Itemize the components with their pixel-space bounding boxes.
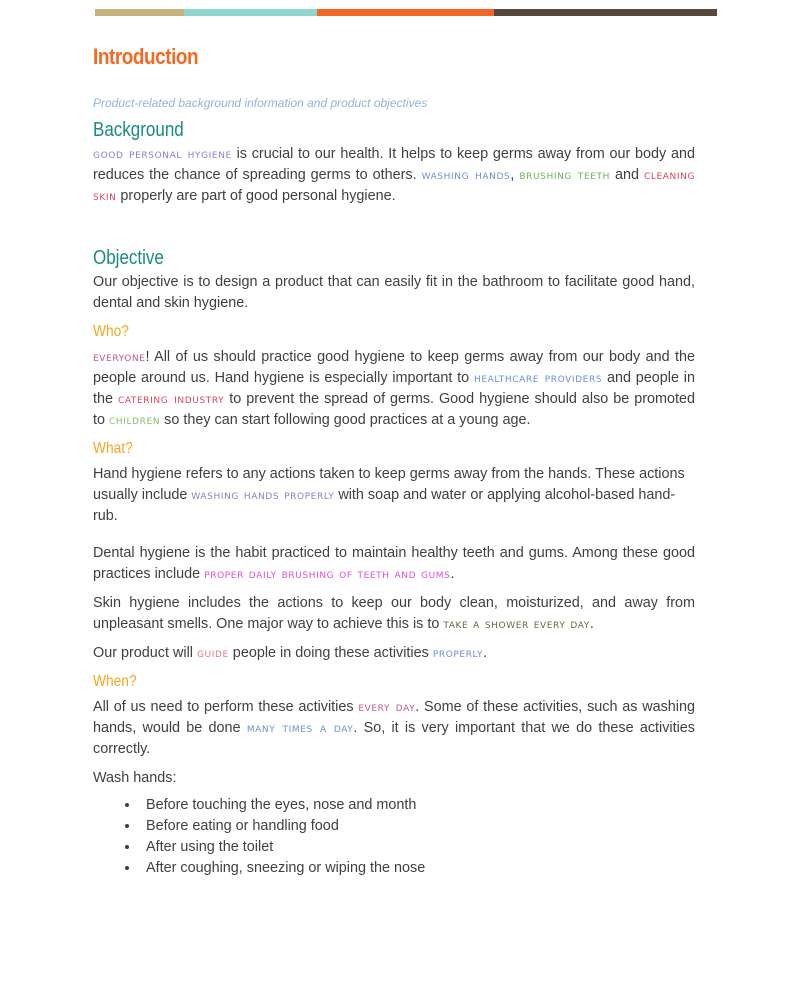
body-text: so they can start following good practices at a young age.	[160, 412, 531, 428]
body-text: Dental hygiene is the habit practiced to maintain healthy teeth and gums. Among these good practices include	[93, 545, 695, 582]
document-page	[93, 44, 695, 879]
what-paragraph-hand	[93, 464, 695, 527]
body-text: with soap and water or applying alcohol-based hand-rub.	[93, 487, 676, 524]
what-paragraph-product	[93, 643, 695, 664]
highlight-text: every day	[358, 699, 416, 715]
page-subtitle: Product-related background information and product objectives	[93, 96, 428, 110]
highlight-text: children	[109, 412, 161, 428]
what-paragraph-dental	[93, 543, 695, 585]
subheading-who: Who?	[93, 323, 129, 340]
body-text: ,	[510, 167, 520, 183]
body-text: Our product will	[93, 645, 197, 661]
body-text: Hand hygiene refers to any actions taken to keep germs away from the hands. These actions usually include	[93, 466, 685, 503]
body-text: .	[450, 566, 455, 582]
color-bar-segment-orange	[317, 9, 494, 16]
background-paragraph	[93, 144, 695, 207]
wash-hands-list	[93, 795, 695, 879]
subheading-what: What?	[93, 440, 133, 457]
highlight-text: many times a day	[246, 720, 354, 736]
wash-hands-label: Wash hands:	[93, 770, 177, 786]
body-text: and	[610, 167, 644, 183]
body-text: Skin hygiene includes the actions to keep our body clean, moisturized, and away from unpleasant smells. One major way to achieve this is to	[93, 595, 695, 632]
who-paragraph	[93, 347, 695, 431]
highlight-text: brushing teeth	[519, 167, 611, 183]
body-text: . Some of these activities, such as washing hands, would be done	[93, 699, 696, 736]
highlight-text: good personal hygiene	[93, 146, 232, 162]
body-text: properly are part of good personal hygiene.	[116, 188, 396, 204]
body-text: is crucial to our health. It helps to keep germs away from our body and reduces the chance of spreading germs to others.	[93, 146, 695, 183]
section-heading-background: Background	[93, 119, 184, 141]
highlight-text: guide	[196, 645, 229, 661]
body-text: All of us need to perform these activities	[93, 699, 359, 715]
body-text: .	[589, 616, 594, 632]
highlight-text: everyone	[93, 349, 146, 365]
body-text: people in doing these activities	[228, 645, 433, 661]
highlight-text: catering industry	[117, 391, 225, 407]
body-text: to prevent the spread of germs. Good hygiene should also be promoted to	[93, 391, 695, 428]
objective-paragraph: Our objective is to design a product that can easily fit in the bathroom to facilitate good hand, dental and skin hygiene.	[93, 274, 695, 311]
list-item: • After coughing, sneezing or wiping the nose	[140, 858, 695, 879]
highlight-text: properly	[432, 645, 484, 661]
body-text: .	[483, 645, 488, 661]
highlight-text: proper daily brushing of teeth and gums	[204, 566, 451, 582]
page-title: Introduction	[93, 44, 199, 69]
highlight-text: washing hands	[421, 167, 511, 183]
body-text: ! All of us should practice good hygiene to keep germs away from our body and the people around us. Hand hygiene is especially important to	[93, 349, 695, 386]
section-heading-objective: Objective	[93, 247, 164, 269]
highlight-text: washing hands properly	[191, 487, 335, 503]
highlight-text: cleaning skin	[93, 167, 696, 204]
highlight-text: healthcare providers	[473, 370, 603, 386]
highlight-text: take a shower every day	[443, 616, 590, 632]
list-item: • Before touching the eyes, nose and month	[140, 795, 695, 816]
body-text: . So, it is very important that we do these activities correctly.	[93, 720, 695, 757]
body-text: and people in the	[93, 370, 696, 407]
decorative-color-bar	[95, 9, 717, 16]
list-item: • After using the toilet	[140, 837, 695, 858]
what-paragraph-skin	[93, 593, 695, 635]
list-item: • Before eating or handling food	[140, 816, 695, 837]
subheading-when: When?	[93, 673, 137, 690]
when-paragraph	[93, 697, 695, 760]
color-bar-segment-tan	[95, 9, 184, 16]
color-bar-segment-brown	[494, 9, 717, 16]
color-bar-segment-teal	[184, 9, 317, 16]
